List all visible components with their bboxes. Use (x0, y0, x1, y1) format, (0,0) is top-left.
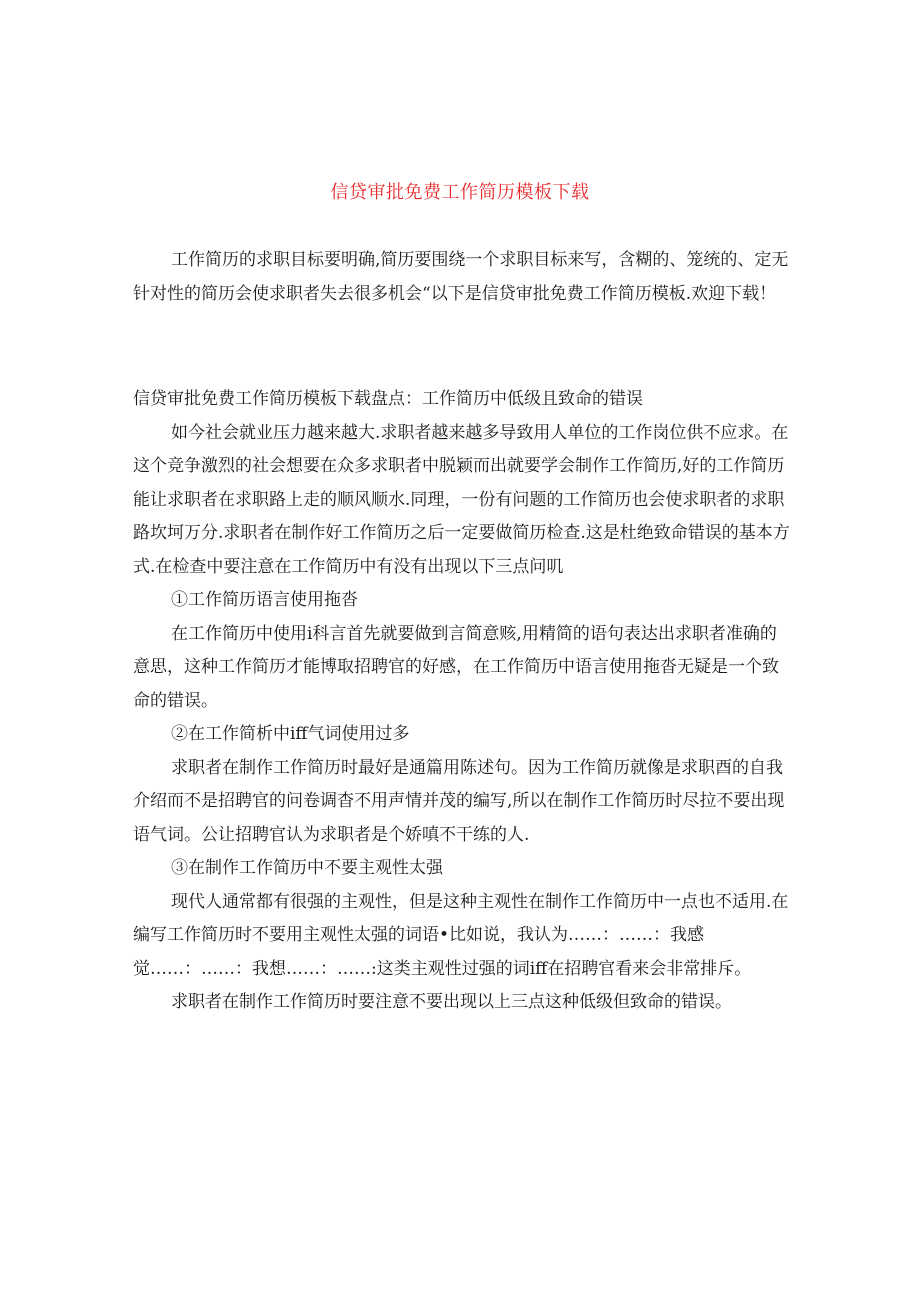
section-heading: 信贷审批免费工作简历模板下载盘点：工作简历中低级且致命的错误 (133, 389, 643, 409)
body-paragraph: 如今社会就业压力越来越大.求职者越来越多导致用人单位的工作岗位供不应求。在这个竞争激烈的社会想要在众多求职者中脱颖而出就要学会制作工作简历,好的工作简历能让求职者在求职路上走的顺风顺水.同理，一份有问题的工作简历也会使求职者的求职路坎坷万分.求职者在制作好工作简历之后一定要做简历检查.这是杜绝致命错误的基本方式.在检查中要注意在工作简历中有没有出现以下三点问叽 (133, 422, 790, 577)
body-paragraph: 在工作简历中使用i科言首先就要做到言简意赅,用精简的语句表达出求职者准确的意思，这种工作简历才能博取招聘官的好感，在工作简历中语言使用拖沓无疑是一个致命的错误。 (133, 623, 779, 711)
list-item-heading: ③在制作工作简历中不要主观性太强 (171, 858, 443, 878)
document-title: 信贷审批免费工作简历模板下载 (330, 182, 590, 203)
list-item-heading: ②在工作简析中iff气词使用过多 (171, 724, 410, 744)
intro-paragraph: 工作简历的求职目标要明确,简历要围绕一个求职目标来写，含糊的、笼统的、定无针对性的简历会使求职者失去很多机会“以下是信贷审批免费工作简历模板.欢迎下载！ (133, 250, 789, 304)
list-item-heading: ①工作简历语言使用拖沓 (171, 590, 358, 610)
intro-block (133, 244, 793, 311)
main-content (133, 383, 793, 1020)
closing-paragraph: 求职者在制作工作简历时要注意不要出现以上三点这种低级但致命的错误。 (171, 992, 732, 1012)
body-paragraph: 求职者在制作工作简历时最好是通篇用陈述句。因为工作简历就像是求职酉的自我介绍而不是招聘官的问卷调杳不用声情并茂的编写,所以在制作工作简历时尽拉不要出现语气词。公让招聘官认为求职者是个娇嗔不干练的人. (133, 757, 785, 845)
body-paragraph: 现代人通常都有很强的主观性，但是这种主观性在制作工作简历中一点也不适用.在编写工作简历时不要用主观性太强的词语•比如说，我认为……：……：我感觉……：……：我想……：……:这类主观性过强的词iff在招聘官看来会非常排斥。 (133, 891, 789, 979)
